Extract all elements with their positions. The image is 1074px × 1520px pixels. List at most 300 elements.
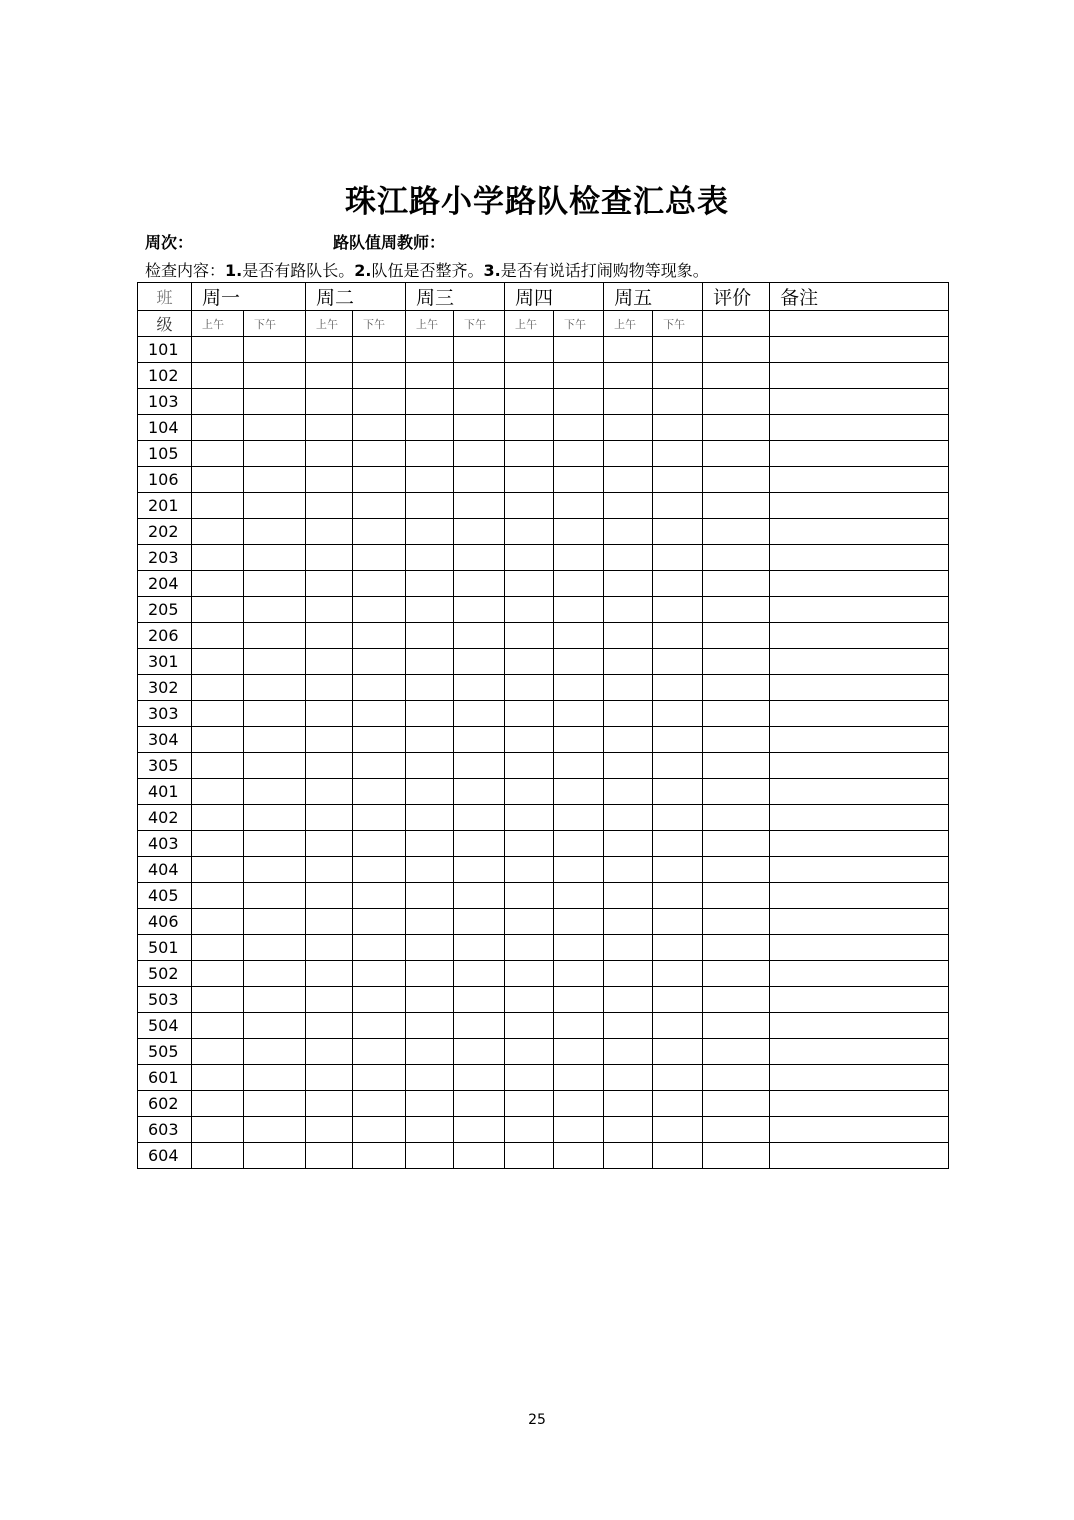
entry-cell[interactable] <box>406 571 454 597</box>
entry-cell[interactable] <box>244 753 306 779</box>
entry-cell[interactable] <box>554 337 604 363</box>
entry-cell[interactable] <box>244 493 306 519</box>
entry-cell[interactable] <box>306 831 353 857</box>
entry-cell[interactable] <box>604 415 653 441</box>
entry-cell[interactable] <box>454 675 505 701</box>
entry-cell[interactable] <box>770 623 949 649</box>
entry-cell[interactable] <box>770 337 949 363</box>
entry-cell[interactable] <box>554 935 604 961</box>
entry-cell[interactable] <box>653 1091 703 1117</box>
entry-cell[interactable] <box>244 831 306 857</box>
entry-cell[interactable] <box>604 909 653 935</box>
entry-cell[interactable] <box>353 883 406 909</box>
entry-cell[interactable] <box>406 831 454 857</box>
entry-cell[interactable] <box>244 415 306 441</box>
entry-cell[interactable] <box>454 337 505 363</box>
entry-cell[interactable] <box>454 987 505 1013</box>
entry-cell[interactable] <box>192 935 244 961</box>
entry-cell[interactable] <box>505 649 554 675</box>
entry-cell[interactable] <box>192 675 244 701</box>
entry-cell[interactable] <box>192 961 244 987</box>
entry-cell[interactable] <box>306 1065 353 1091</box>
entry-cell[interactable] <box>454 909 505 935</box>
entry-cell[interactable] <box>770 441 949 467</box>
entry-cell[interactable] <box>244 1091 306 1117</box>
entry-cell[interactable] <box>653 1065 703 1091</box>
entry-cell[interactable] <box>406 415 454 441</box>
entry-cell[interactable] <box>353 1091 406 1117</box>
entry-cell[interactable] <box>454 389 505 415</box>
entry-cell[interactable] <box>192 831 244 857</box>
entry-cell[interactable] <box>770 857 949 883</box>
entry-cell[interactable] <box>505 1091 554 1117</box>
entry-cell[interactable] <box>244 987 306 1013</box>
entry-cell[interactable] <box>653 831 703 857</box>
entry-cell[interactable] <box>454 493 505 519</box>
entry-cell[interactable] <box>353 623 406 649</box>
entry-cell[interactable] <box>406 441 454 467</box>
entry-cell[interactable] <box>192 987 244 1013</box>
entry-cell[interactable] <box>406 1143 454 1169</box>
entry-cell[interactable] <box>353 779 406 805</box>
entry-cell[interactable] <box>454 1013 505 1039</box>
entry-cell[interactable] <box>244 1039 306 1065</box>
entry-cell[interactable] <box>770 1143 949 1169</box>
entry-cell[interactable] <box>454 961 505 987</box>
entry-cell[interactable] <box>192 571 244 597</box>
entry-cell[interactable] <box>192 415 244 441</box>
entry-cell[interactable] <box>554 519 604 545</box>
entry-cell[interactable] <box>406 909 454 935</box>
entry-cell[interactable] <box>505 389 554 415</box>
entry-cell[interactable] <box>505 1143 554 1169</box>
entry-cell[interactable] <box>306 857 353 883</box>
entry-cell[interactable] <box>244 389 306 415</box>
entry-cell[interactable] <box>192 597 244 623</box>
entry-cell[interactable] <box>244 545 306 571</box>
entry-cell[interactable] <box>770 987 949 1013</box>
entry-cell[interactable] <box>454 649 505 675</box>
entry-cell[interactable] <box>554 961 604 987</box>
entry-cell[interactable] <box>353 545 406 571</box>
entry-cell[interactable] <box>244 649 306 675</box>
entry-cell[interactable] <box>703 467 770 493</box>
entry-cell[interactable] <box>554 831 604 857</box>
entry-cell[interactable] <box>554 1013 604 1039</box>
entry-cell[interactable] <box>604 935 653 961</box>
entry-cell[interactable] <box>554 649 604 675</box>
entry-cell[interactable] <box>192 441 244 467</box>
entry-cell[interactable] <box>653 805 703 831</box>
entry-cell[interactable] <box>244 1143 306 1169</box>
entry-cell[interactable] <box>244 597 306 623</box>
entry-cell[interactable] <box>406 857 454 883</box>
entry-cell[interactable] <box>604 649 653 675</box>
entry-cell[interactable] <box>653 571 703 597</box>
entry-cell[interactable] <box>353 1143 406 1169</box>
entry-cell[interactable] <box>353 597 406 623</box>
entry-cell[interactable] <box>653 389 703 415</box>
entry-cell[interactable] <box>353 1117 406 1143</box>
entry-cell[interactable] <box>306 675 353 701</box>
entry-cell[interactable] <box>703 493 770 519</box>
entry-cell[interactable] <box>770 831 949 857</box>
entry-cell[interactable] <box>406 623 454 649</box>
entry-cell[interactable] <box>505 415 554 441</box>
entry-cell[interactable] <box>770 571 949 597</box>
entry-cell[interactable] <box>554 545 604 571</box>
entry-cell[interactable] <box>554 701 604 727</box>
entry-cell[interactable] <box>604 753 653 779</box>
entry-cell[interactable] <box>703 883 770 909</box>
entry-cell[interactable] <box>454 1065 505 1091</box>
entry-cell[interactable] <box>505 753 554 779</box>
entry-cell[interactable] <box>653 727 703 753</box>
entry-cell[interactable] <box>653 519 703 545</box>
entry-cell[interactable] <box>703 753 770 779</box>
entry-cell[interactable] <box>653 909 703 935</box>
entry-cell[interactable] <box>192 1091 244 1117</box>
entry-cell[interactable] <box>406 597 454 623</box>
entry-cell[interactable] <box>406 1013 454 1039</box>
entry-cell[interactable] <box>770 493 949 519</box>
entry-cell[interactable] <box>244 805 306 831</box>
entry-cell[interactable] <box>406 987 454 1013</box>
entry-cell[interactable] <box>244 1065 306 1091</box>
entry-cell[interactable] <box>703 1065 770 1091</box>
entry-cell[interactable] <box>406 545 454 571</box>
entry-cell[interactable] <box>770 415 949 441</box>
entry-cell[interactable] <box>653 493 703 519</box>
entry-cell[interactable] <box>505 571 554 597</box>
entry-cell[interactable] <box>353 857 406 883</box>
entry-cell[interactable] <box>505 597 554 623</box>
entry-cell[interactable] <box>653 441 703 467</box>
entry-cell[interactable] <box>703 1091 770 1117</box>
entry-cell[interactable] <box>454 597 505 623</box>
entry-cell[interactable] <box>192 519 244 545</box>
entry-cell[interactable] <box>770 805 949 831</box>
entry-cell[interactable] <box>306 1143 353 1169</box>
entry-cell[interactable] <box>306 441 353 467</box>
entry-cell[interactable] <box>703 519 770 545</box>
entry-cell[interactable] <box>554 1039 604 1065</box>
entry-cell[interactable] <box>192 883 244 909</box>
entry-cell[interactable] <box>770 389 949 415</box>
entry-cell[interactable] <box>554 1065 604 1091</box>
entry-cell[interactable] <box>703 363 770 389</box>
entry-cell[interactable] <box>306 727 353 753</box>
entry-cell[interactable] <box>554 675 604 701</box>
entry-cell[interactable] <box>554 857 604 883</box>
entry-cell[interactable] <box>770 935 949 961</box>
entry-cell[interactable] <box>454 467 505 493</box>
entry-cell[interactable] <box>406 675 454 701</box>
entry-cell[interactable] <box>653 415 703 441</box>
entry-cell[interactable] <box>604 493 653 519</box>
entry-cell[interactable] <box>406 519 454 545</box>
entry-cell[interactable] <box>306 415 353 441</box>
entry-cell[interactable] <box>703 1143 770 1169</box>
entry-cell[interactable] <box>703 623 770 649</box>
entry-cell[interactable] <box>353 1039 406 1065</box>
entry-cell[interactable] <box>604 571 653 597</box>
entry-cell[interactable] <box>770 545 949 571</box>
entry-cell[interactable] <box>192 779 244 805</box>
entry-cell[interactable] <box>406 467 454 493</box>
entry-cell[interactable] <box>192 623 244 649</box>
entry-cell[interactable] <box>306 779 353 805</box>
entry-cell[interactable] <box>604 1039 653 1065</box>
entry-cell[interactable] <box>306 493 353 519</box>
entry-cell[interactable] <box>406 883 454 909</box>
entry-cell[interactable] <box>505 961 554 987</box>
entry-cell[interactable] <box>604 1143 653 1169</box>
entry-cell[interactable] <box>653 467 703 493</box>
entry-cell[interactable] <box>306 701 353 727</box>
entry-cell[interactable] <box>703 935 770 961</box>
entry-cell[interactable] <box>454 519 505 545</box>
entry-cell[interactable] <box>244 441 306 467</box>
entry-cell[interactable] <box>244 909 306 935</box>
entry-cell[interactable] <box>192 753 244 779</box>
entry-cell[interactable] <box>554 909 604 935</box>
entry-cell[interactable] <box>505 675 554 701</box>
entry-cell[interactable] <box>604 987 653 1013</box>
entry-cell[interactable] <box>604 831 653 857</box>
entry-cell[interactable] <box>454 805 505 831</box>
entry-cell[interactable] <box>192 1039 244 1065</box>
entry-cell[interactable] <box>505 909 554 935</box>
entry-cell[interactable] <box>353 337 406 363</box>
entry-cell[interactable] <box>770 1117 949 1143</box>
entry-cell[interactable] <box>353 571 406 597</box>
entry-cell[interactable] <box>505 467 554 493</box>
entry-cell[interactable] <box>770 701 949 727</box>
entry-cell[interactable] <box>406 1117 454 1143</box>
entry-cell[interactable] <box>505 701 554 727</box>
entry-cell[interactable] <box>703 961 770 987</box>
entry-cell[interactable] <box>703 857 770 883</box>
entry-cell[interactable] <box>653 987 703 1013</box>
entry-cell[interactable] <box>192 545 244 571</box>
entry-cell[interactable] <box>554 441 604 467</box>
entry-cell[interactable] <box>554 571 604 597</box>
entry-cell[interactable] <box>505 441 554 467</box>
entry-cell[interactable] <box>770 961 949 987</box>
entry-cell[interactable] <box>192 1013 244 1039</box>
entry-cell[interactable] <box>703 441 770 467</box>
entry-cell[interactable] <box>505 337 554 363</box>
entry-cell[interactable] <box>505 363 554 389</box>
entry-cell[interactable] <box>770 363 949 389</box>
entry-cell[interactable] <box>244 467 306 493</box>
entry-cell[interactable] <box>192 1065 244 1091</box>
entry-cell[interactable] <box>703 727 770 753</box>
entry-cell[interactable] <box>406 337 454 363</box>
entry-cell[interactable] <box>703 909 770 935</box>
entry-cell[interactable] <box>244 1117 306 1143</box>
entry-cell[interactable] <box>454 1117 505 1143</box>
entry-cell[interactable] <box>554 415 604 441</box>
entry-cell[interactable] <box>770 1091 949 1117</box>
entry-cell[interactable] <box>353 987 406 1013</box>
entry-cell[interactable] <box>406 935 454 961</box>
entry-cell[interactable] <box>703 337 770 363</box>
entry-cell[interactable] <box>604 363 653 389</box>
entry-cell[interactable] <box>306 935 353 961</box>
entry-cell[interactable] <box>653 779 703 805</box>
entry-cell[interactable] <box>505 1013 554 1039</box>
entry-cell[interactable] <box>604 1013 653 1039</box>
entry-cell[interactable] <box>406 1065 454 1091</box>
entry-cell[interactable] <box>604 883 653 909</box>
entry-cell[interactable] <box>192 805 244 831</box>
entry-cell[interactable] <box>244 363 306 389</box>
entry-cell[interactable] <box>554 467 604 493</box>
entry-cell[interactable] <box>406 961 454 987</box>
entry-cell[interactable] <box>653 623 703 649</box>
entry-cell[interactable] <box>703 779 770 805</box>
entry-cell[interactable] <box>770 675 949 701</box>
entry-cell[interactable] <box>505 1117 554 1143</box>
entry-cell[interactable] <box>306 571 353 597</box>
entry-cell[interactable] <box>244 675 306 701</box>
entry-cell[interactable] <box>454 571 505 597</box>
entry-cell[interactable] <box>554 987 604 1013</box>
entry-cell[interactable] <box>353 701 406 727</box>
entry-cell[interactable] <box>604 389 653 415</box>
entry-cell[interactable] <box>653 337 703 363</box>
entry-cell[interactable] <box>505 493 554 519</box>
entry-cell[interactable] <box>604 467 653 493</box>
entry-cell[interactable] <box>653 649 703 675</box>
entry-cell[interactable] <box>353 935 406 961</box>
entry-cell[interactable] <box>505 883 554 909</box>
entry-cell[interactable] <box>505 1039 554 1065</box>
entry-cell[interactable] <box>454 753 505 779</box>
entry-cell[interactable] <box>192 857 244 883</box>
entry-cell[interactable] <box>770 753 949 779</box>
entry-cell[interactable] <box>192 701 244 727</box>
entry-cell[interactable] <box>653 857 703 883</box>
entry-cell[interactable] <box>353 805 406 831</box>
entry-cell[interactable] <box>454 415 505 441</box>
entry-cell[interactable] <box>505 831 554 857</box>
entry-cell[interactable] <box>406 753 454 779</box>
entry-cell[interactable] <box>770 883 949 909</box>
entry-cell[interactable] <box>306 337 353 363</box>
entry-cell[interactable] <box>505 1065 554 1091</box>
entry-cell[interactable] <box>306 1117 353 1143</box>
entry-cell[interactable] <box>770 1039 949 1065</box>
entry-cell[interactable] <box>406 727 454 753</box>
entry-cell[interactable] <box>406 1039 454 1065</box>
entry-cell[interactable] <box>406 649 454 675</box>
entry-cell[interactable] <box>604 675 653 701</box>
entry-cell[interactable] <box>192 363 244 389</box>
entry-cell[interactable] <box>192 493 244 519</box>
entry-cell[interactable] <box>554 883 604 909</box>
entry-cell[interactable] <box>604 441 653 467</box>
entry-cell[interactable] <box>192 337 244 363</box>
entry-cell[interactable] <box>604 1065 653 1091</box>
entry-cell[interactable] <box>770 1065 949 1091</box>
entry-cell[interactable] <box>353 441 406 467</box>
entry-cell[interactable] <box>353 649 406 675</box>
entry-cell[interactable] <box>353 727 406 753</box>
entry-cell[interactable] <box>554 753 604 779</box>
entry-cell[interactable] <box>653 701 703 727</box>
entry-cell[interactable] <box>505 935 554 961</box>
entry-cell[interactable] <box>703 571 770 597</box>
entry-cell[interactable] <box>192 727 244 753</box>
entry-cell[interactable] <box>244 727 306 753</box>
entry-cell[interactable] <box>306 597 353 623</box>
entry-cell[interactable] <box>353 675 406 701</box>
entry-cell[interactable] <box>244 961 306 987</box>
entry-cell[interactable] <box>192 649 244 675</box>
entry-cell[interactable] <box>554 779 604 805</box>
entry-cell[interactable] <box>244 519 306 545</box>
entry-cell[interactable] <box>604 961 653 987</box>
entry-cell[interactable] <box>604 701 653 727</box>
entry-cell[interactable] <box>554 623 604 649</box>
entry-cell[interactable] <box>505 987 554 1013</box>
entry-cell[interactable] <box>703 1013 770 1039</box>
entry-cell[interactable] <box>653 883 703 909</box>
entry-cell[interactable] <box>554 389 604 415</box>
entry-cell[interactable] <box>353 363 406 389</box>
entry-cell[interactable] <box>306 753 353 779</box>
entry-cell[interactable] <box>604 337 653 363</box>
entry-cell[interactable] <box>306 961 353 987</box>
entry-cell[interactable] <box>554 805 604 831</box>
entry-cell[interactable] <box>703 831 770 857</box>
entry-cell[interactable] <box>306 467 353 493</box>
entry-cell[interactable] <box>505 545 554 571</box>
entry-cell[interactable] <box>604 519 653 545</box>
entry-cell[interactable] <box>244 779 306 805</box>
entry-cell[interactable] <box>770 597 949 623</box>
entry-cell[interactable] <box>353 415 406 441</box>
entry-cell[interactable] <box>554 1143 604 1169</box>
entry-cell[interactable] <box>353 909 406 935</box>
entry-cell[interactable] <box>454 857 505 883</box>
entry-cell[interactable] <box>554 1117 604 1143</box>
entry-cell[interactable] <box>505 857 554 883</box>
entry-cell[interactable] <box>604 805 653 831</box>
entry-cell[interactable] <box>505 805 554 831</box>
entry-cell[interactable] <box>653 545 703 571</box>
entry-cell[interactable] <box>244 623 306 649</box>
entry-cell[interactable] <box>306 883 353 909</box>
entry-cell[interactable] <box>306 519 353 545</box>
entry-cell[interactable] <box>604 727 653 753</box>
entry-cell[interactable] <box>306 649 353 675</box>
entry-cell[interactable] <box>454 883 505 909</box>
entry-cell[interactable] <box>454 623 505 649</box>
entry-cell[interactable] <box>653 1117 703 1143</box>
entry-cell[interactable] <box>406 701 454 727</box>
entry-cell[interactable] <box>604 545 653 571</box>
entry-cell[interactable] <box>554 727 604 753</box>
entry-cell[interactable] <box>192 1117 244 1143</box>
entry-cell[interactable] <box>703 701 770 727</box>
entry-cell[interactable] <box>454 701 505 727</box>
entry-cell[interactable] <box>192 467 244 493</box>
entry-cell[interactable] <box>244 857 306 883</box>
